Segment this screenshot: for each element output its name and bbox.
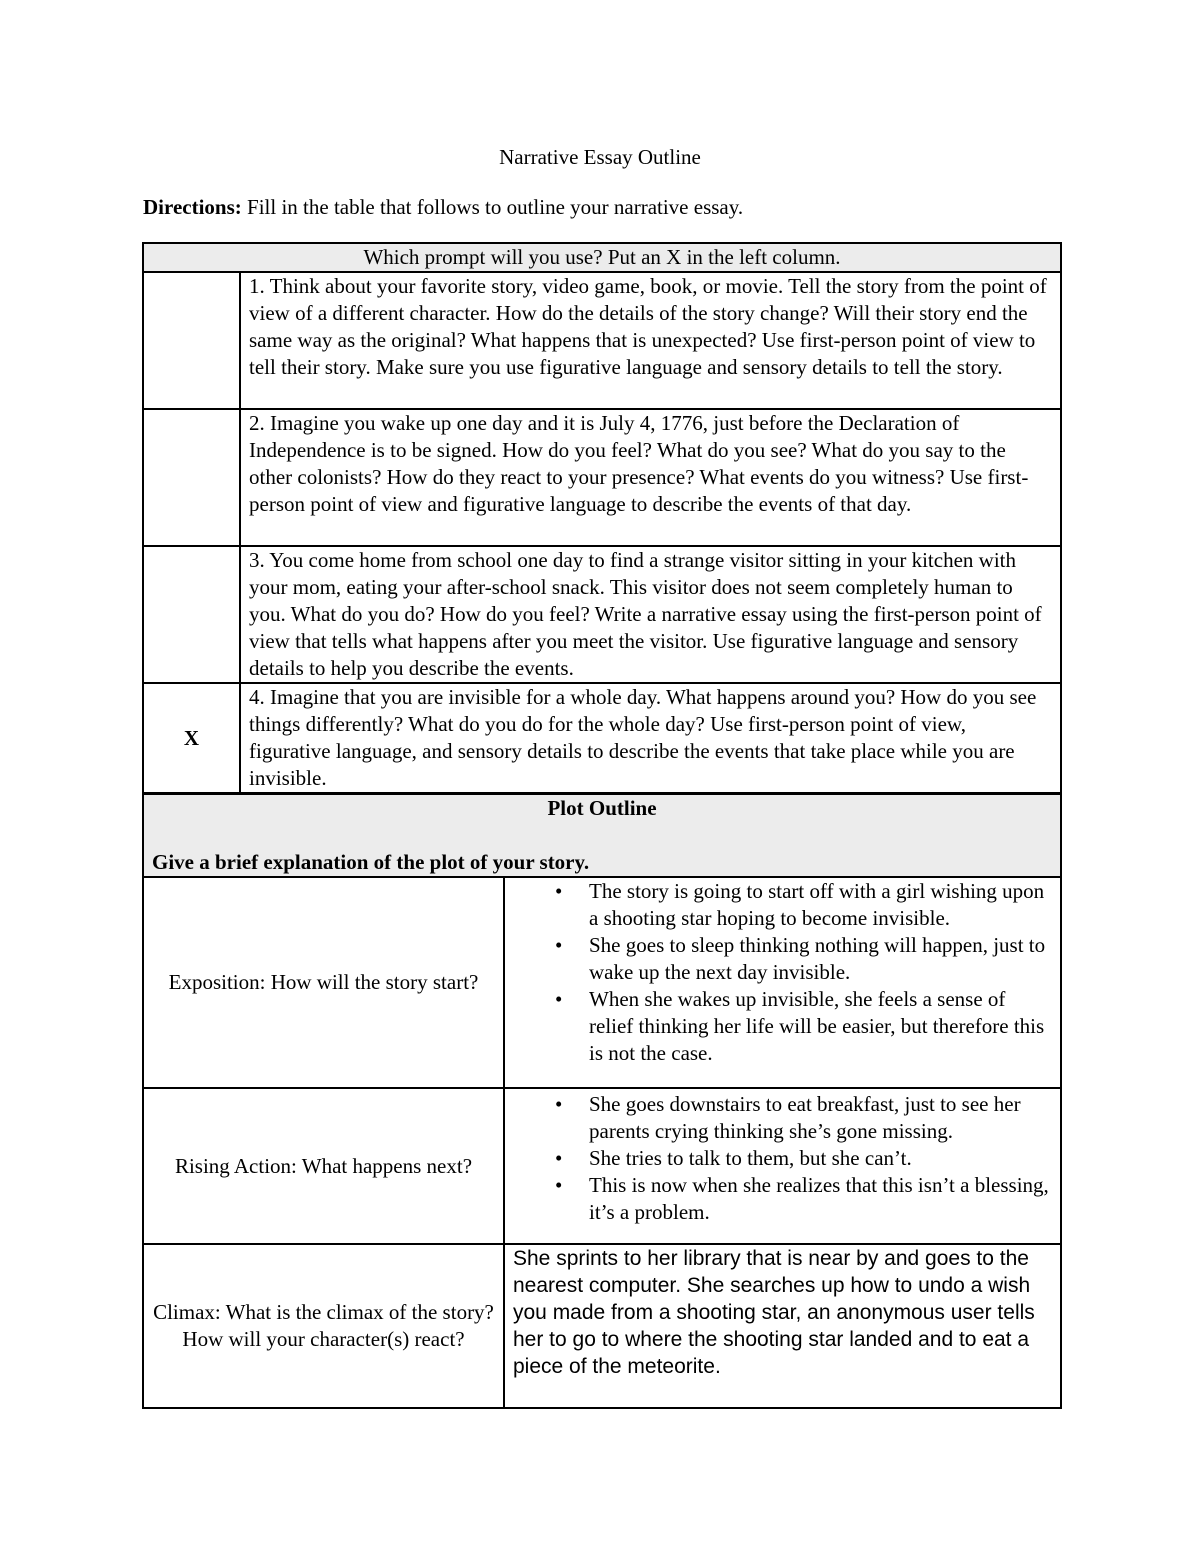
exposition-answer[interactable] [504,877,1061,1088]
list-item: • She goes downstairs to eat breakfast, just to see her parents crying thinking she’s gone missing. [589,1091,1052,1145]
prompt-text: 2. Imagine you wake up one day and it is July 4, 1776, just before the Declaration of Independence is to be signed. How do you feel? What do you see? What do you say to the other colonists? How do they react to your presence? What events do you witness? Use first-person point of view and figurative language to describe the events of that day. [240,409,1061,546]
prompt-row [143,546,1061,683]
list-item: • The story is going to start off with a girl wishing upon a shooting star hoping to become invisible. [589,878,1052,932]
prompt-mark-cell-selected[interactable]: X [143,683,240,794]
plot-outline-header-row [143,794,1061,878]
list-item: • She tries to talk to them, but she can’t. [589,1145,1052,1172]
rising-action-bullets [513,1091,1052,1226]
climax-answer[interactable]: She sprints to her library that is near by and goes to the nearest computer. She searches up how to undo a wish you made from a shooting star, an anonymous user tells her to go to where the shooting star landed and to eat a piece of the meteorite. [504,1244,1061,1408]
outline-table [142,242,1062,1409]
prompt-mark-cell[interactable] [143,272,240,409]
climax-label: Climax: What is the climax of the story? How will your character(s) react? [143,1244,504,1408]
rising-action-label: Rising Action: What happens next? [143,1088,504,1244]
plot-outline-title: Plot Outline [547,796,657,820]
page-title: Narrative Essay Outline [499,145,701,169]
climax-row [143,1244,1061,1408]
rising-action-answer[interactable] [504,1088,1061,1244]
prompt-mark-cell[interactable] [143,546,240,683]
plot-outline-header [143,794,1061,878]
prompt-mark-cell[interactable] [143,409,240,546]
plot-outline-subtitle: Give a brief explanation of the plot of your story. [152,850,590,874]
list-item: • She goes to sleep thinking nothing will happen, just to wake up the next day invisible. [589,932,1052,986]
prompt-row [143,272,1061,409]
rising-action-row [143,1088,1061,1244]
prompt-row [143,683,1061,794]
prompt-row [143,409,1061,546]
directions [143,194,743,220]
list-item: • When she wakes up invisible, she feels a sense of relief thinking her life will be easier, but therefore this is not the case. [589,986,1052,1067]
prompt-header: Which prompt will you use? Put an X in the left column. [143,243,1061,272]
prompt-text: 1. Think about your favorite story, video game, book, or movie. Tell the story from the point of view of a different character. How do the details of the story change? Will their story end the same way as the original? What happens that is unexpected? Use first-person point of view to tell their story. Make sure you use figurative language and sensory details to tell the story. [240,272,1061,409]
directions-label: Directions: [143,195,242,219]
exposition-bullets [513,878,1052,1067]
prompt-text: 3. You come home from school one day to find a strange visitor sitting in your kitchen with your mom, eating your after-school snack. This visitor does not seem completely human to you. What do you do? How do you feel? Write a narrative essay using the first-person point of view that tells what happens after you meet the visitor. Use figurative language and sensory details to help you describe the events. [240,546,1061,683]
exposition-label: Exposition: How will the story start? [143,877,504,1088]
list-item: • This is now when she realizes that this isn’t a blessing, it’s a problem. [589,1172,1052,1226]
prompt-text: 4. Imagine that you are invisible for a whole day. What happens around you? How do you see things differently? What do you do for the whole day? Use first-person point of view, figurative language, and sensory details to describe the events that take place while you are invisible. [240,683,1061,794]
exposition-row [143,877,1061,1088]
directions-text: Fill in the table that follows to outline your narrative essay. [241,195,744,219]
prompt-header-row [143,243,1061,272]
